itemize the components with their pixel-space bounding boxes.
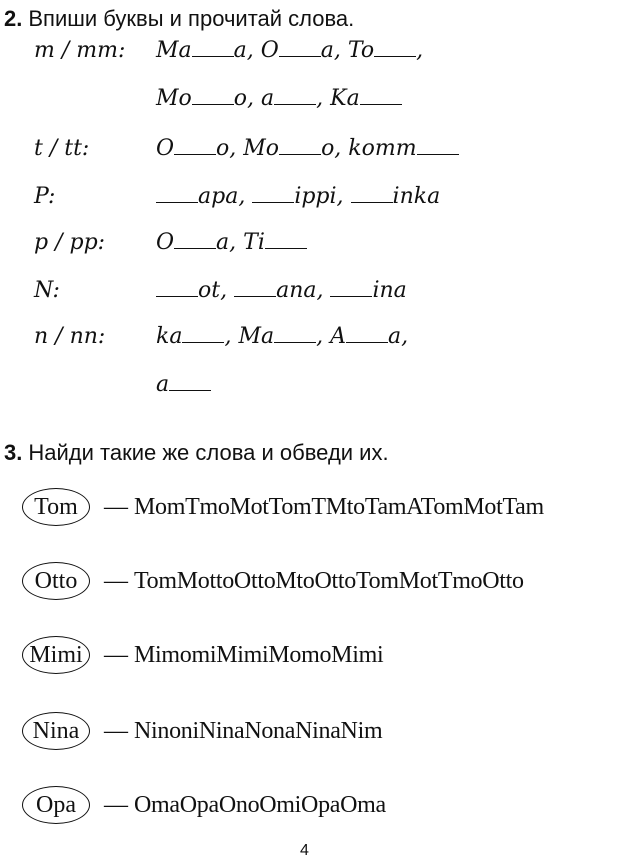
task2-words-row: [156, 324, 408, 349]
task2-letter-label: p / pp:: [34, 230, 106, 255]
letter-blank[interactable]: [274, 324, 316, 343]
task3-title: [4, 440, 389, 466]
task2-words-row: [156, 184, 440, 209]
word-fragment: ana,: [276, 278, 331, 303]
letter-blank[interactable]: [252, 184, 294, 203]
word-fragment: a, O: [233, 38, 279, 63]
word-fragment: ot,: [198, 278, 235, 303]
circled-word: Opa: [22, 786, 90, 824]
letter-blank[interactable]: [174, 230, 216, 249]
letter-blank[interactable]: [330, 278, 372, 297]
task2-words-row: [156, 278, 407, 303]
letter-blank[interactable]: [351, 184, 393, 203]
letter-blank[interactable]: [234, 278, 276, 297]
word-fragment: ippi,: [294, 184, 351, 209]
letter-blank[interactable]: [417, 136, 459, 155]
letter-blank[interactable]: [279, 136, 321, 155]
task2-letter-label: t / tt:: [34, 136, 90, 161]
task2-letter-label: m / mm:: [34, 38, 126, 63]
task2-instruction: Впиши буквы и прочитай слова.: [28, 6, 355, 31]
word-fragment: , A: [316, 324, 346, 349]
task3-row: [22, 562, 524, 602]
letter-blank[interactable]: [265, 230, 307, 249]
dash: —: [104, 792, 128, 818]
letter-blank[interactable]: [182, 324, 224, 343]
word-fragment: ina: [372, 278, 407, 303]
word-fragment: a,: [387, 324, 409, 349]
circled-word: Otto: [22, 562, 90, 600]
word-fragment: o, komm: [321, 136, 417, 161]
task3-row: [22, 636, 383, 676]
circled-word: Tom: [22, 488, 90, 526]
letter-blank[interactable]: [156, 184, 198, 203]
task3-row: [22, 786, 386, 826]
dash: —: [104, 494, 128, 520]
task2-words-row: [156, 230, 307, 255]
word-fragment: ,: [416, 38, 424, 63]
task2-words-row: [156, 372, 211, 397]
letter-blank[interactable]: [346, 324, 388, 343]
letter-sequence[interactable]: OmaOpaOnoOmiOpaOma: [134, 792, 386, 818]
word-fragment: O: [156, 136, 175, 161]
word-fragment: apa,: [198, 184, 253, 209]
word-fragment: o, Mo: [216, 136, 280, 161]
circled-word: Nina: [22, 712, 90, 750]
task3-row: [22, 712, 382, 752]
task2-title: [4, 6, 354, 32]
task2-letter-label: N:: [34, 278, 60, 303]
letter-sequence[interactable]: TomMottoOttoMtoOttoTomMotTmoOtto: [134, 568, 524, 594]
letter-blank[interactable]: [274, 86, 316, 105]
task3-row: [22, 488, 544, 528]
letter-blank[interactable]: [174, 136, 216, 155]
word-fragment: ka: [156, 324, 183, 349]
word-fragment: , Ma: [224, 324, 275, 349]
word-fragment: a, To: [320, 38, 375, 63]
word-fragment: , Ka: [316, 86, 360, 111]
word-fragment: a: [156, 372, 170, 397]
word-fragment: Mo: [156, 86, 192, 111]
page-number: 4: [300, 842, 309, 859]
word-fragment: a, Ti: [216, 230, 265, 255]
task2-words-row: [156, 86, 402, 111]
word-fragment: O: [156, 230, 175, 255]
letter-blank[interactable]: [279, 38, 321, 57]
task3-number: 3.: [4, 440, 23, 465]
letter-blank[interactable]: [192, 38, 234, 57]
letter-sequence[interactable]: MimomiMimiMomoMimi: [134, 642, 384, 668]
word-fragment: o, a: [233, 86, 275, 111]
letter-blank[interactable]: [374, 38, 416, 57]
task2-number: 2.: [4, 6, 23, 31]
letter-blank[interactable]: [192, 86, 234, 105]
word-fragment: Ma: [156, 38, 192, 63]
task2-words-row: [156, 136, 459, 161]
letter-blank[interactable]: [169, 372, 211, 391]
letter-sequence[interactable]: MomTmoMotTomTMtoTamATomMotTam: [134, 494, 544, 520]
letter-blank[interactable]: [156, 278, 198, 297]
letter-sequence[interactable]: NinoniNinaNonaNinaNim: [134, 718, 383, 744]
dash: —: [104, 642, 128, 668]
task2-words-row: [156, 38, 423, 63]
dash: —: [104, 568, 128, 594]
letter-blank[interactable]: [360, 86, 402, 105]
word-fragment: inka: [392, 184, 441, 209]
dash: —: [104, 718, 128, 744]
task2-letter-label: P:: [34, 184, 56, 209]
circled-word: Mimi: [22, 636, 90, 674]
task2-letter-label: n / nn:: [34, 324, 106, 349]
task3-instruction: Найди такие же слова и обведи их.: [28, 440, 389, 465]
